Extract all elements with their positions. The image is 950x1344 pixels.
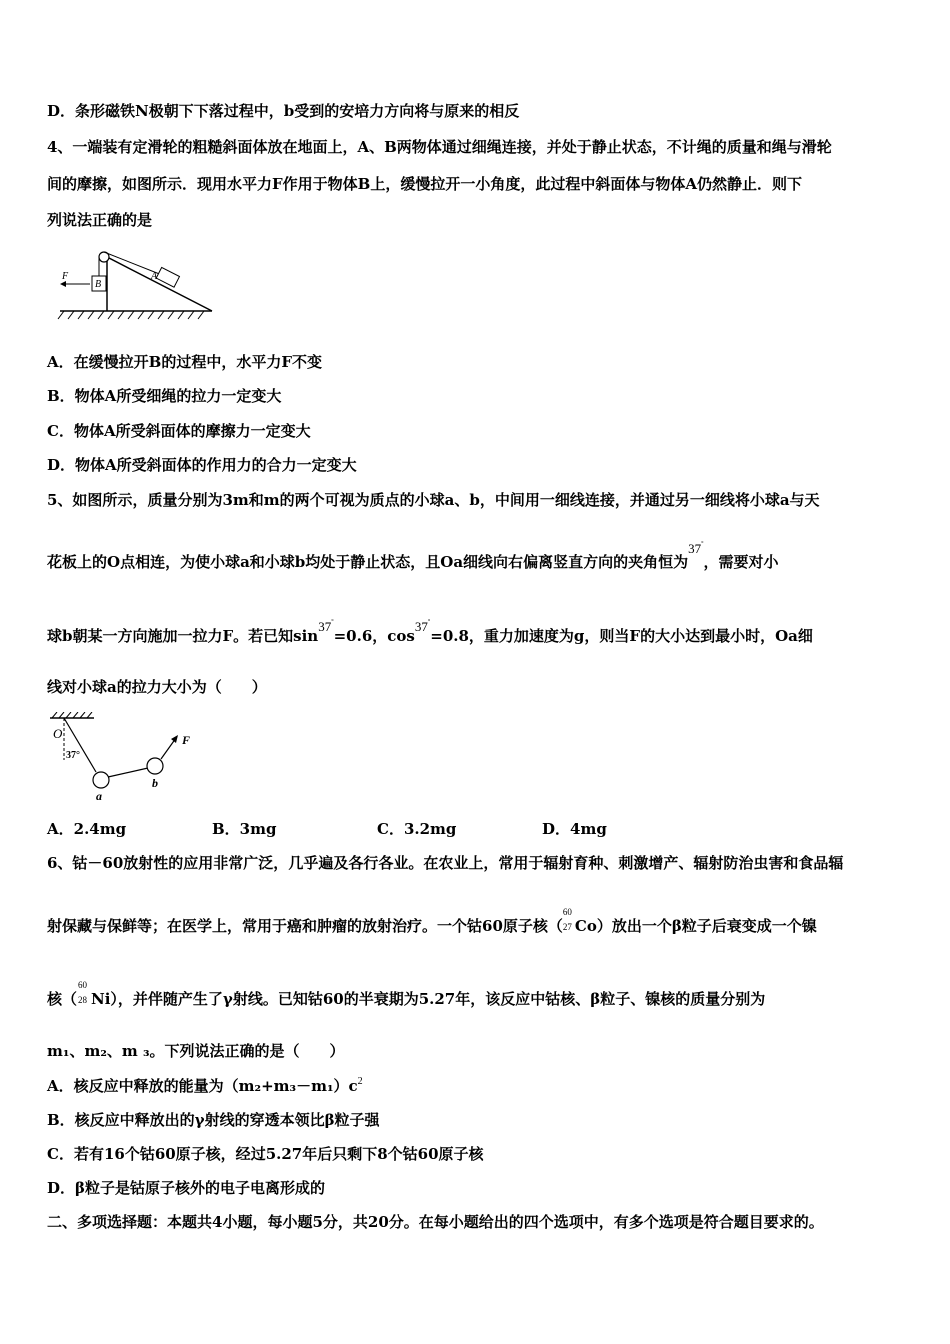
ceiling-hatching [52,712,92,718]
q6-stem-line2: 射保藏与保鲜等；在医学上，常用于癌和肿瘤的放射治疗。一个钴60原子核（ 60 27 Co）放出一个β粒子后衰变成一个镍 [47,907,817,935]
ni-nuclide: 60 28 [78,980,88,1005]
ball-a-label: a [96,789,102,803]
thread-ab [108,768,148,777]
q5-option-d: D．4mg [542,820,607,838]
q4-option-b: B．物体A所受细绳的拉力一定变大 [47,387,282,405]
ball-b [147,758,163,774]
angle-label: 37° [66,750,80,761]
force-f-arrowhead [171,735,178,743]
q6-stem-line1: 6、钴－60放射性的应用非常广泛，几乎遍及各行各业。在农业上，常用于辐射育种、刺激增产、辐射防治虫害和食品辐 [47,854,844,872]
q5-option-a: A．2.4mg [47,820,127,838]
force-f-label: F [62,271,69,282]
block-a-label: A [151,271,158,282]
incline [107,257,212,311]
q4-stem-line1: 4、一端装有定滑轮的粗糙斜面体放在地面上，A、B两物体通过细绳连接，并处于静止状态，不计绳的质量和绳与滑轮 [47,138,832,156]
q4-option-d: D．物体A所受斜面体的作用力的合力一定变大 [47,456,357,474]
thread-oa [64,718,96,772]
q5-stem-line2: 花板上的O点相连，为使小球a和小球b均处于静止状态，且Oa细线向右偏离竖直方向的夹角恒为37°，需要对小 [47,541,779,571]
q5-stem-line1: 5、如图所示，质量分别为3m和m的两个可视为质点的小球a、b，中间用一细线连接，并通过另一细线将小球a与天 [47,491,820,509]
co-nuclide: 60 27 [562,907,572,932]
q4-option-c: C．物体A所受斜面体的摩擦力一定变大 [47,422,311,440]
block-b-label: B [95,279,102,290]
q5-option-c: C．3.2mg [377,820,457,838]
q6-option-a: A．核反应中释放的能量为$(m_2+m_3-m_1)c^2$ [47,1076,363,1095]
ball-b-label: b [152,776,158,790]
two-balls-figure [44,712,204,804]
q5-option-b: B．3mg [212,820,277,838]
q6-option-c: C．若有16个钴60原子核，经过5.27年后只剩下8个钴60原子核 [47,1145,484,1163]
q5-stem-line3: 球b朝某一方向施加一拉力F。若已知sin37°=0.6，cos37°=0.8，重力加速度为g，则当F的大小达到最小时，Oa细 [47,619,813,645]
q5-stem-line4: 线对小球a的拉力大小为（ ） [47,678,267,696]
ground-hatching [58,311,204,319]
section-2-heading: 二、多项选择题：本题共4小题，每小题5分，共20分。在每小题给出的四个选项中，有多个选项是符合题目要求的。 [47,1213,824,1231]
incline-pulley-figure [52,243,222,325]
q6-stem-line4: m₁、m₂、m ₃。下列说法正确的是（ ） [47,1042,345,1060]
force-label: F [182,733,191,747]
q4-stem-line2: 间的摩擦，如图所示．现用水平力F作用于物体B上，缓慢拉开一小角度，此过程中斜面体与物体A仍然静止．则下 [47,175,802,193]
q6-option-d: D．β粒子是钴原子核外的电子电离形成的 [47,1179,325,1197]
q4-option-a: A．在缓慢拉开B的过程中，水平力F不变 [47,353,322,371]
q3-option-d: D．条形磁铁N极朝下下落过程中，b受到的安培力方向将与原来的相反 [47,102,520,120]
q6-stem-line3: 核（ 60 28 Ni），并伴随产生了γ射线。已知钴60的半衰期为5.27年，该反应中钴核、β粒子、镍核的质量分别为 [47,980,766,1008]
ball-a [93,772,109,788]
angle-37: 37 [688,541,702,556]
q6-option-b: B．核反应中释放出的γ射线的穿透本领比β粒子强 [47,1111,380,1129]
q4-stem-line3: 列说法正确的是 [47,211,153,229]
point-o-label: O [53,726,63,741]
